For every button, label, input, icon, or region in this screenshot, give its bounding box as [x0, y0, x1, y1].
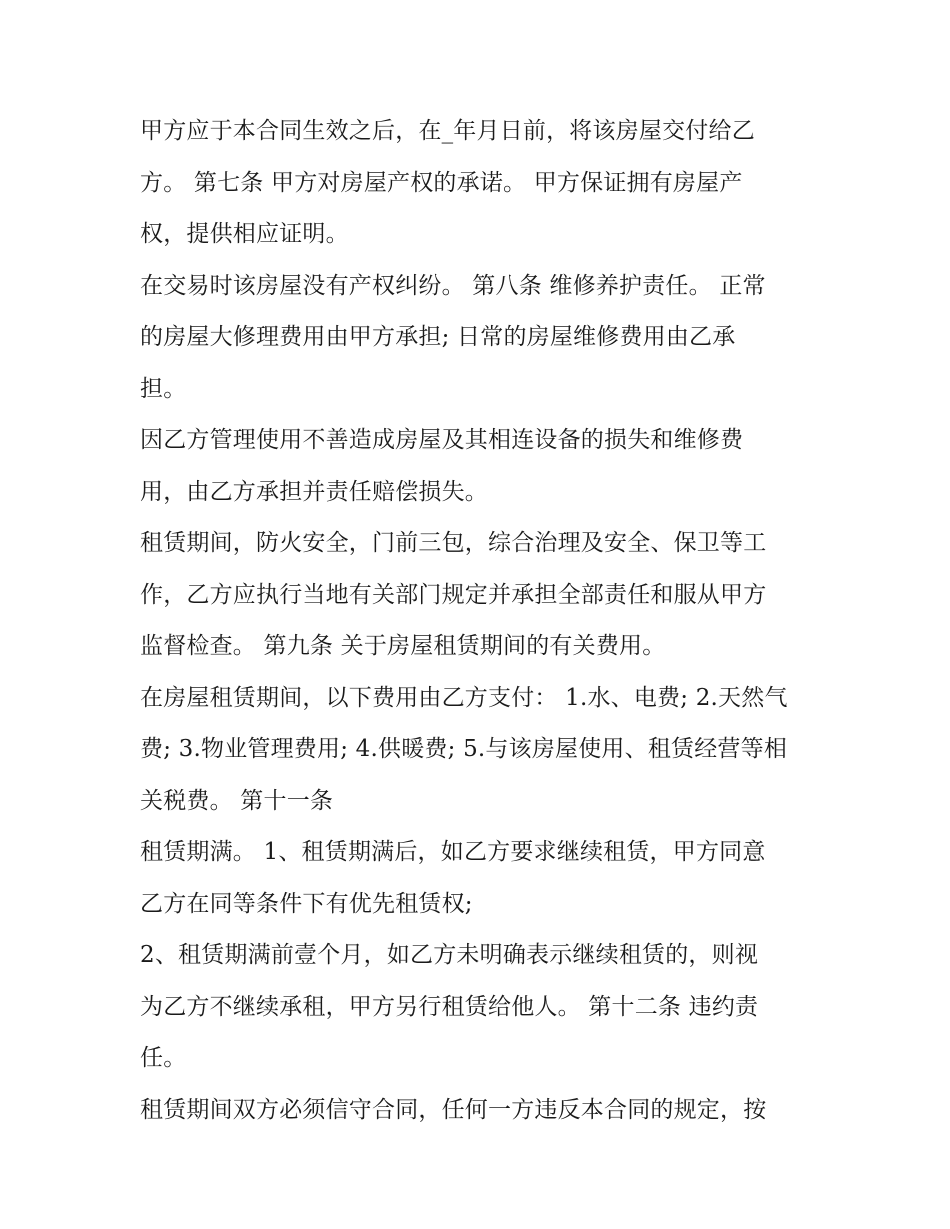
document-body: [140, 106, 820, 1136]
text-line: 费; 3.物业管理费用; 4.供暖费; 5.与该房屋使用、租赁经营等相: [140, 736, 788, 762]
text-line: 权，提供相应证明。: [140, 221, 349, 247]
paragraph-damage-liability: [140, 415, 820, 518]
paragraph-lease-expiry: [140, 827, 820, 930]
text-line: 2、租赁期满前壹个月，如乙方未明确表示继续租赁的，则视: [140, 942, 759, 968]
text-line: 担。: [140, 375, 187, 402]
text-line: 用，由乙方承担并责任赔偿损失。: [140, 478, 488, 505]
paragraph-safety: [140, 518, 820, 673]
text-line: 乙方在同等条件下有优先租赁权;: [140, 890, 473, 917]
text-line: 在房屋租赁期间，以下费用由乙方支付： 1.水、电费; 2.天然气: [140, 684, 788, 711]
text-line: 的房屋大修理费用由甲方承担; 日常的房屋维修费用由乙承: [140, 324, 736, 350]
text-line: 作，乙方应执行当地有关部门规定并承担全部责任和服从甲方: [140, 581, 767, 608]
text-line: 任。: [140, 1045, 187, 1071]
paragraph-maintenance: [140, 261, 820, 416]
text-line: 监督检查。 第九条 关于房屋租赁期间的有关费用。: [140, 633, 666, 659]
paragraph-fees: [140, 673, 820, 828]
text-line: 关税费。 第十一条: [140, 787, 334, 814]
text-line: 为乙方不继续承租，甲方另行租赁给他人。 第十二条 违约责: [140, 993, 759, 1020]
text-line: 方。 第七条 甲方对房屋产权的承诺。 甲方保证拥有房屋产: [140, 169, 743, 196]
text-line: 租赁期间双方必须信守合同，任何一方违反本合同的规定，按: [140, 1096, 767, 1123]
text-line: 甲方应于本合同生效之后，在_年月日前，将该房屋交付给乙: [140, 118, 755, 144]
paragraph-breach: [140, 1085, 820, 1137]
text-line: 在交易时该房屋没有产权纠纷。 第八条 维修养护责任。 正常: [140, 272, 766, 299]
text-line: 租赁期满。 1、租赁期满后，如乙方要求继续租赁，甲方同意: [140, 839, 766, 865]
text-line: 因乙方管理使用不善造成房屋及其相连设备的损失和维修费: [140, 427, 744, 453]
paragraph-renewal-notice: [140, 930, 820, 1085]
text-line: 租赁期间，防火安全，门前三包，综合治理及安全、保卫等工: [140, 530, 767, 556]
paragraph-delivery: [140, 106, 820, 261]
